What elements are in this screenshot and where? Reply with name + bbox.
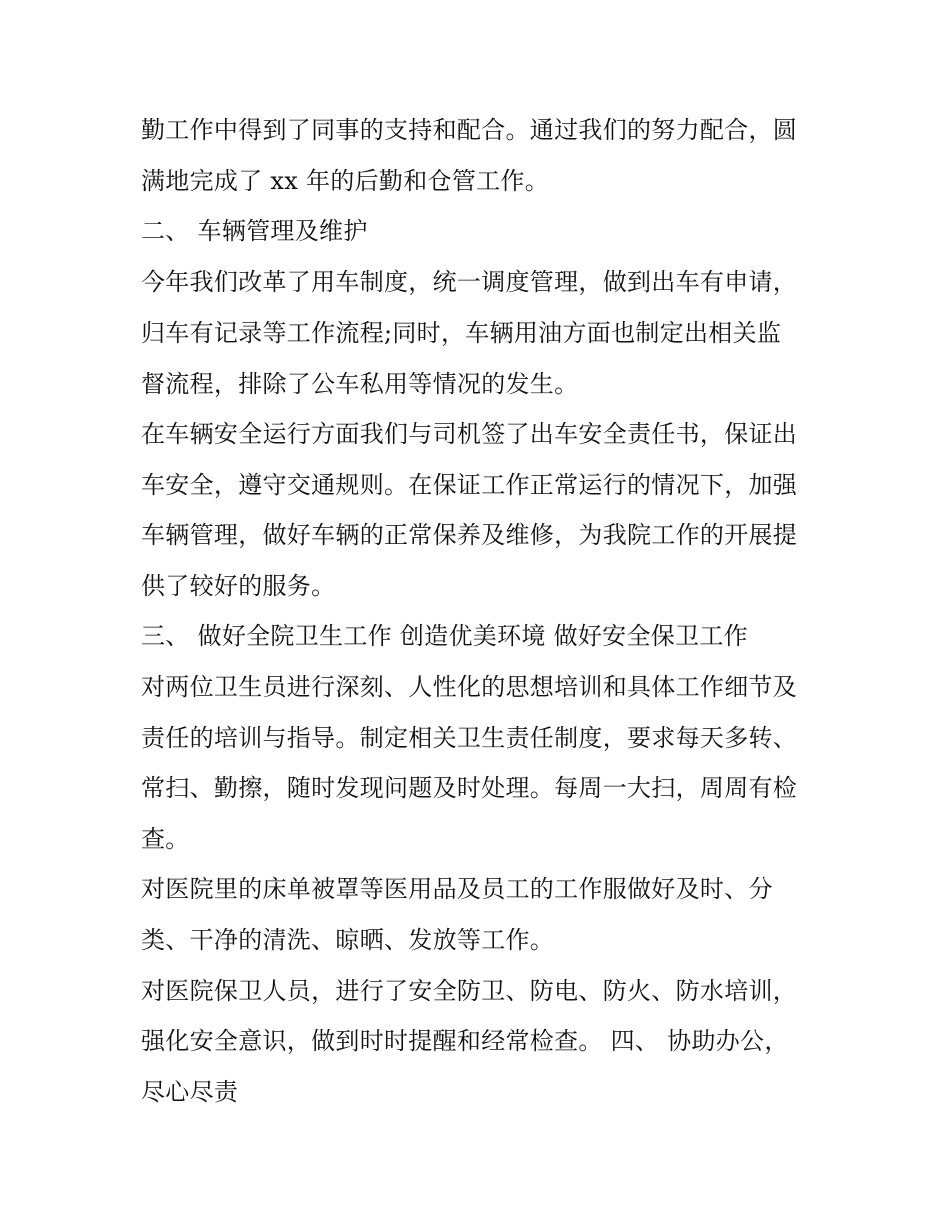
text-line: 勤工作中得到了同事的支持和配合。通过我们的努力配合，圆 bbox=[141, 116, 798, 144]
text-line: 满地完成了 xx 年的后勤和仓管工作。 bbox=[141, 167, 550, 195]
text-line: 车安全，遵守交通规则。在保证工作正常运行的情况下，加强 bbox=[141, 471, 798, 499]
text-line: 强化安全意识，做到时时提醒和经常检查。 四、 协助办公， bbox=[141, 1027, 789, 1055]
text-line: 常扫、勤擦，随时发现问题及时处理。每周一大扫，周周有检 bbox=[141, 774, 798, 802]
text-line: 在车辆安全运行方面我们与司机签了出车安全责任书，保证出 bbox=[141, 420, 798, 448]
text-line: 类、干净的清洗、晾晒、发放等工作。 bbox=[141, 926, 555, 954]
text-line: 供了较好的服务。 bbox=[141, 572, 336, 600]
text-line: 责任的培训与指导。制定相关卫生责任制度，要求每天多转、 bbox=[141, 724, 798, 752]
text-line: 查。 bbox=[141, 825, 190, 853]
text-line: 尽心尽责 bbox=[141, 1078, 239, 1106]
section-heading: 二、 车辆管理及维护 bbox=[141, 217, 368, 245]
text-line: 归车有记录等工作流程;同时，车辆用油方面也制定出相关监 bbox=[141, 319, 782, 347]
text-line: 对医院保卫人员，进行了安全防卫、防电、防火、防水培训， bbox=[141, 977, 798, 1005]
text-line: 对两位卫生员进行深刻、人性化的思想培训和具体工作细节及 bbox=[141, 673, 798, 701]
text-line: 车辆管理，做好车辆的正常保养及维修，为我院工作的开展提 bbox=[141, 521, 798, 549]
text-line: 今年我们改革了用车制度，统一调度管理，做到出车有申请， bbox=[141, 268, 798, 296]
section-heading: 三、 做好全院卫生工作 创造优美环境 做好安全保卫工作 bbox=[141, 622, 748, 650]
text-line: 对医院里的床单被罩等医用品及员工的工作服做好及时、分 bbox=[141, 875, 773, 903]
text-line: 督流程，排除了公车私用等情况的发生。 bbox=[141, 370, 579, 398]
